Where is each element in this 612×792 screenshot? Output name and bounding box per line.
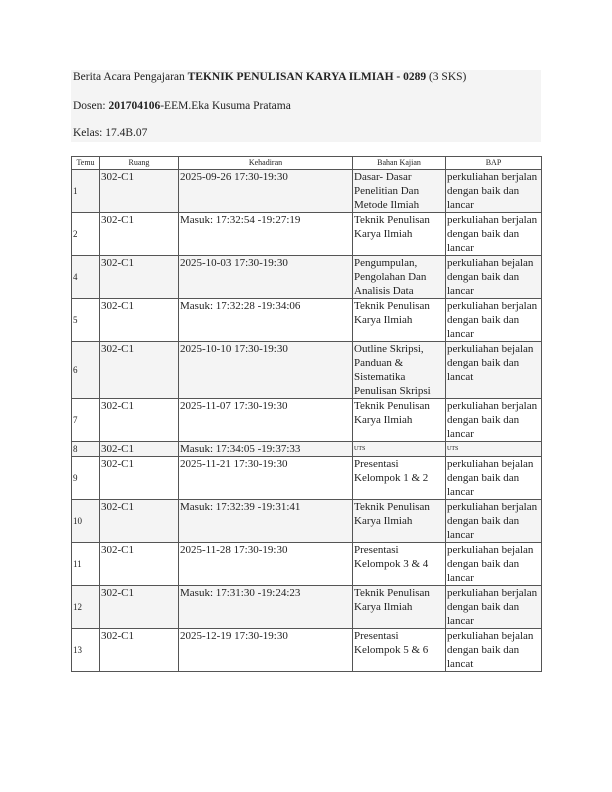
cell-temu: 2: [72, 213, 100, 256]
cell-kehadiran: 2025-11-21 17:30-19:30: [179, 457, 353, 500]
cell-ruang: 302-C1: [100, 399, 179, 442]
lecturer-id: 201704106: [108, 100, 161, 112]
table-row: [72, 256, 542, 299]
table-header-row: [72, 157, 542, 170]
cell-temu: 9: [72, 457, 100, 500]
cell-kehadiran: Masuk: 17:34:05 -19:37:33: [179, 442, 353, 457]
cell-ruang: 302-C1: [100, 342, 179, 399]
class-line: Kelas: 17.4B.07: [73, 127, 148, 139]
lecturer-label: Dosen:: [73, 100, 109, 112]
cell-ruang: 302-C1: [100, 457, 179, 500]
cell-temu: 10: [72, 500, 100, 543]
cell-bap: perkuliahan bejalan dengan baik dan lancat: [446, 629, 542, 672]
lecturer-name: -EEM.Eka Kusuma Pratama: [160, 100, 291, 112]
cell-bap: perkuliahan berjalan dengan baik dan lancar: [446, 500, 542, 543]
cell-bap: UTS: [446, 442, 542, 457]
cell-bap: perkuliahan bejalan dengan baik dan lancar: [446, 543, 542, 586]
cell-kehadiran: Masuk: 17:31:30 -19:24:23: [179, 586, 353, 629]
cell-kehadiran: 2025-11-07 17:30-19:30: [179, 399, 353, 442]
cell-bap: perkuliahan bejalan dengan baik dan lancar: [446, 457, 542, 500]
header-kehadiran: Kehadiran: [179, 157, 353, 170]
cell-ruang: 302-C1: [100, 442, 179, 457]
cell-kehadiran: 2025-09-26 17:30-19:30: [179, 170, 353, 213]
cell-ruang: 302-C1: [100, 586, 179, 629]
course-name: TEKNIK PENULISAN KARYA ILMIAH - 0289: [187, 71, 427, 83]
cell-temu: 13: [72, 629, 100, 672]
cell-bap: perkuliahan berjalan dengan baik dan lancar: [446, 170, 542, 213]
cell-bahan-kajian: Teknik Penulisan Karya Ilmiah: [353, 500, 446, 543]
table-row: [72, 442, 542, 457]
cell-kehadiran: Masuk: 17:32:54 -19:27:19: [179, 213, 353, 256]
cell-temu: 7: [72, 399, 100, 442]
cell-bahan-kajian: Presentasi Kelompok 1 & 2: [353, 457, 446, 500]
cell-bap: perkuliahan bejalan dengan baik dan lancat: [446, 342, 542, 399]
cell-bahan-kajian: Teknik Penulisan Karya Ilmiah: [353, 213, 446, 256]
cell-temu: 4: [72, 256, 100, 299]
document-title: [73, 71, 466, 83]
cell-ruang: 302-C1: [100, 170, 179, 213]
cell-kehadiran: Masuk: 17:32:28 -19:34:06: [179, 299, 353, 342]
cell-temu: 11: [72, 543, 100, 586]
table-row: [72, 500, 542, 543]
cell-kehadiran: 2025-10-10 17:30-19:30: [179, 342, 353, 399]
cell-bahan-kajian: Dasar- Dasar Penelitian Dan Metode Ilmiah: [353, 170, 446, 213]
header-bahan-kajian: Bahan Kajian: [353, 157, 446, 170]
cell-bahan-kajian: Presentasi Kelompok 3 & 4: [353, 543, 446, 586]
cell-temu: 12: [72, 586, 100, 629]
cell-bahan-kajian: Pengumpulan, Pengolahan Dan Analisis Data: [353, 256, 446, 299]
cell-bap: perkuliahan berjalan dengan baik dan lancar: [446, 213, 542, 256]
cell-bap: perkuliahan berjalan dengan baik dan lancar: [446, 586, 542, 629]
cell-ruang: 302-C1: [100, 629, 179, 672]
cell-kehadiran: 2025-10-03 17:30-19:30: [179, 256, 353, 299]
cell-bap: perkuliahan bejalan dengan baik dan lancar: [446, 256, 542, 299]
cell-temu: 5: [72, 299, 100, 342]
cell-temu: 6: [72, 342, 100, 399]
table-row: [72, 342, 542, 399]
table-row: [72, 299, 542, 342]
cell-bap: perkuliahan berjalan dengan baik dan lancar: [446, 299, 542, 342]
cell-ruang: 302-C1: [100, 213, 179, 256]
header-bap: BAP: [446, 157, 542, 170]
cell-temu: 1: [72, 170, 100, 213]
table-row: [72, 213, 542, 256]
cell-kehadiran: 2025-12-19 17:30-19:30: [179, 629, 353, 672]
cell-kehadiran: Masuk: 17:32:39 -19:31:41: [179, 500, 353, 543]
cell-bahan-kajian: Teknik Penulisan Karya Ilmiah: [353, 399, 446, 442]
table-row: [72, 543, 542, 586]
cell-bahan-kajian: Outline Skripsi, Panduan & Sistematika Penulisan Skripsi: [353, 342, 446, 399]
header-ruang: Ruang: [100, 157, 179, 170]
cell-ruang: 302-C1: [100, 299, 179, 342]
lecturer-line: [73, 100, 291, 112]
cell-bahan-kajian: Teknik Penulisan Karya Ilmiah: [353, 299, 446, 342]
course-credits: (3 SKS): [426, 71, 467, 83]
cell-bap: perkuliahan berjalan dengan baik dan lancar: [446, 399, 542, 442]
table-row: [72, 586, 542, 629]
cell-bahan-kajian: Presentasi Kelompok 5 & 6: [353, 629, 446, 672]
header-temu: Temu: [72, 157, 100, 170]
cell-bahan-kajian: UTS: [353, 442, 446, 457]
title-prefix: Berita Acara Pengajaran: [73, 71, 188, 83]
cell-temu: 8: [72, 442, 100, 457]
cell-kehadiran: 2025-11-28 17:30-19:30: [179, 543, 353, 586]
table-row: [72, 170, 542, 213]
table-row: [72, 629, 542, 672]
cell-ruang: 302-C1: [100, 543, 179, 586]
table-row: [72, 457, 542, 500]
attendance-table: [71, 156, 542, 672]
cell-bahan-kajian: Teknik Penulisan Karya Ilmiah: [353, 586, 446, 629]
cell-ruang: 302-C1: [100, 256, 179, 299]
cell-ruang: 302-C1: [100, 500, 179, 543]
table-row: [72, 399, 542, 442]
